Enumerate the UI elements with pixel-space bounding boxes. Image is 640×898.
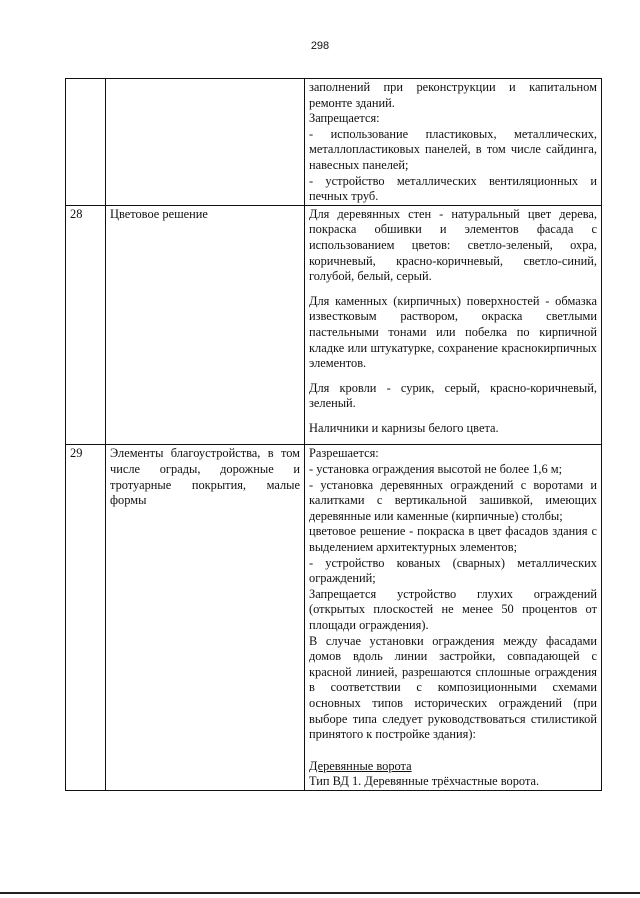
desc-paragraph: Для деревянных стен - натуральный цвет дерева, покраска обшивки и элементов фасада с использованием цветов: светло-зеленый, охра, коричневый, красно-коричневый, светло-синий, голубой, белый, серый. [309,206,597,284]
desc-paragraph: - установка деревянных ограждений с воротами и калитками с вертикальной зашивкой, имеющих деревянные или каменные (кирпичные) столбы; [309,477,597,523]
row-name: Цветовое решение [106,205,305,445]
row-number: 28 [66,205,106,445]
row-number [66,79,106,206]
desc-paragraph: В случае установки ограждения между фасадами домов вдоль линии застройки, совпадающей с красной линией, разрешаются сплошные ограждения в соответствии с композиционными схемами основных типов исторических ограждений (при выборе типа следует руководствоваться стилистикой принятого к постройке здания): [309,633,597,742]
regulations-table [65,78,602,791]
desc-paragraph: - установка ограждения высотой не более 1,6 м; [309,462,563,477]
page-number: 298 [310,40,330,52]
row-number: 29 [66,445,106,790]
desc-paragraph: Тип ВД 1. Деревянные трёхчастные ворота. [309,774,540,789]
subheading-wooden-gates: Деревянные ворота [309,758,412,773]
table-row [66,79,602,206]
row-description [305,205,602,445]
desc-paragraph: Наличники и карнизы белого цвета. [309,420,499,435]
table-row [66,205,602,445]
spacer [309,743,597,759]
row-name [106,79,305,206]
desc-paragraph: заполнений при реконструкции и капитальном ремонте зданий. [309,80,597,110]
desc-paragraph: Запрещается: [309,111,380,126]
desc-paragraph: Запрещается устройство глухих ограждений (открытых плоскостей не менее 50 процентов от площади ограждения). [309,586,597,632]
desc-paragraph: Разрешается: [309,446,379,461]
row-description [305,445,602,790]
table-row [66,445,602,790]
row-description [305,79,602,206]
desc-paragraph: - устройство кованых (сварных) металлических ограждений; [309,555,597,586]
desc-paragraph: Для каменных (кирпичных) поверхностей - обмазка известковым раствором, окраска светлыми пастельными тонами или побелка по кирпичной кладке или штукатурке, сохранение краснокирпичных элементов. [309,293,597,371]
desc-paragraph: - использование пластиковых, металлических, металлопластиковых панелей, в том числе сайдинга, навесных панелей; [309,126,597,172]
row-name: Элементы благоустройства, в том числе ограды, дорожные и тротуарные покрытия, малые формы [106,445,305,790]
desc-paragraph: Для кровли - сурик, серый, красно-коричневый, зеленый. [309,380,597,411]
desc-paragraph: - устройство металлических вентиляционных и печных труб. [309,173,597,204]
desc-paragraph: цветовое решение - покраска в цвет фасадов здания с выделением архитектурных элементов; [309,524,597,555]
page-bottom-line [0,892,640,894]
